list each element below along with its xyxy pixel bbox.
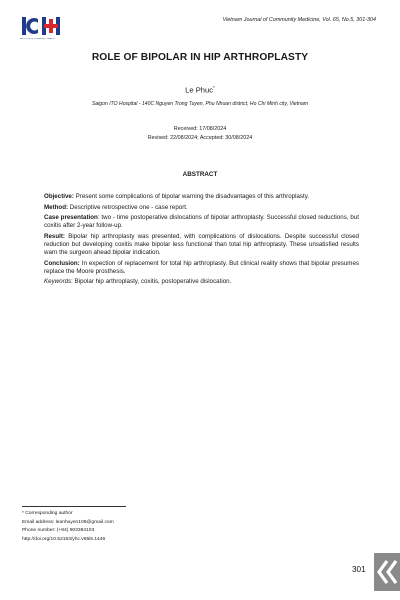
logo-subtext: INSTITUTE OF COMMUNITY HEALTH bbox=[20, 38, 55, 40]
conclusion-label: Conclusion: bbox=[44, 259, 80, 267]
abstract-conclusion bbox=[44, 260, 359, 276]
result-text: Bipolar hip arthroplasty was presented, with complications of dislocations. Despite successful closed reduction but developing coxitis make bipolar less functional than total hip arthroplasty. These unsatisfied results warn the surgeon ahead bipolar indication. bbox=[44, 232, 359, 257]
footnote-divider bbox=[22, 506, 126, 507]
email-address[interactable]: Email address: leanhuyen108@gmail.com bbox=[22, 519, 114, 525]
revised-accepted-date: Revised: 22/08/2024; Accepted: 30/08/2024 bbox=[147, 135, 253, 141]
method-text: Descriptive retrospective one - case report. bbox=[68, 203, 188, 211]
affiliation: Saigon ITO Hospital - 140C Nguyen Trong Tuyen, Phu Nhuan district, Ho Chi Minh city, Vietnam bbox=[91, 101, 309, 107]
keywords-label: Keywords bbox=[44, 278, 72, 286]
corresponding-author: * Corresponding author bbox=[22, 511, 73, 516]
abstract-case bbox=[44, 214, 359, 230]
journal-logo bbox=[22, 14, 66, 38]
case-text: : two - time postoperative dislocations of bipolar arthroplasty. Successful closed reductions, but coxitis after 2-year follow-up. bbox=[44, 214, 359, 230]
corresponding-mark: * bbox=[213, 85, 215, 90]
abstract-heading: ABSTRACT bbox=[182, 171, 218, 178]
objective-text: Present some complications of bipolar warning the disadvantages of this arthroplasty. bbox=[73, 193, 310, 200]
received-date: Received: 17/08/2024 bbox=[173, 126, 227, 132]
article-title: ROLE OF BIPOLAR IN HIP ARTHROPLASTY bbox=[91, 52, 309, 63]
abstract-body bbox=[44, 193, 359, 289]
page-number: 301 bbox=[352, 565, 366, 574]
abstract-objective bbox=[44, 193, 359, 201]
abstract-keywords bbox=[44, 278, 359, 286]
method-label: Method: bbox=[44, 203, 69, 211]
article-dates bbox=[0, 125, 400, 143]
journal-citation: Vietnam Journal of Community Medicine, Vol. 65, No.5, 301-304 bbox=[222, 17, 376, 23]
double-chevron-left-icon bbox=[374, 553, 400, 591]
footnote bbox=[22, 510, 114, 544]
conclusion-text: In expection of replacement for total hip arthroplasty. But clinical reality shows that bipolar presumes replace the Moore prosthesis. bbox=[44, 259, 359, 275]
keywords-text: : Bipolar hip arthroplasty, coxitis, postoperative dislocation. bbox=[71, 278, 232, 286]
objective-label: Objective: bbox=[44, 193, 74, 200]
result-label: Result: bbox=[44, 232, 65, 240]
doi-link[interactable]: http://doi.org/10.52163/yhc.v65i5.1446 bbox=[22, 536, 106, 542]
author-line bbox=[0, 85, 400, 95]
phone-number: Phone number: (+84) 903384103 bbox=[22, 528, 95, 534]
author-name: Le Phuc bbox=[185, 85, 214, 95]
abstract-method bbox=[44, 204, 359, 212]
case-label: Case presentation bbox=[44, 214, 98, 222]
page-tab bbox=[374, 553, 400, 591]
abstract-result bbox=[44, 233, 359, 257]
